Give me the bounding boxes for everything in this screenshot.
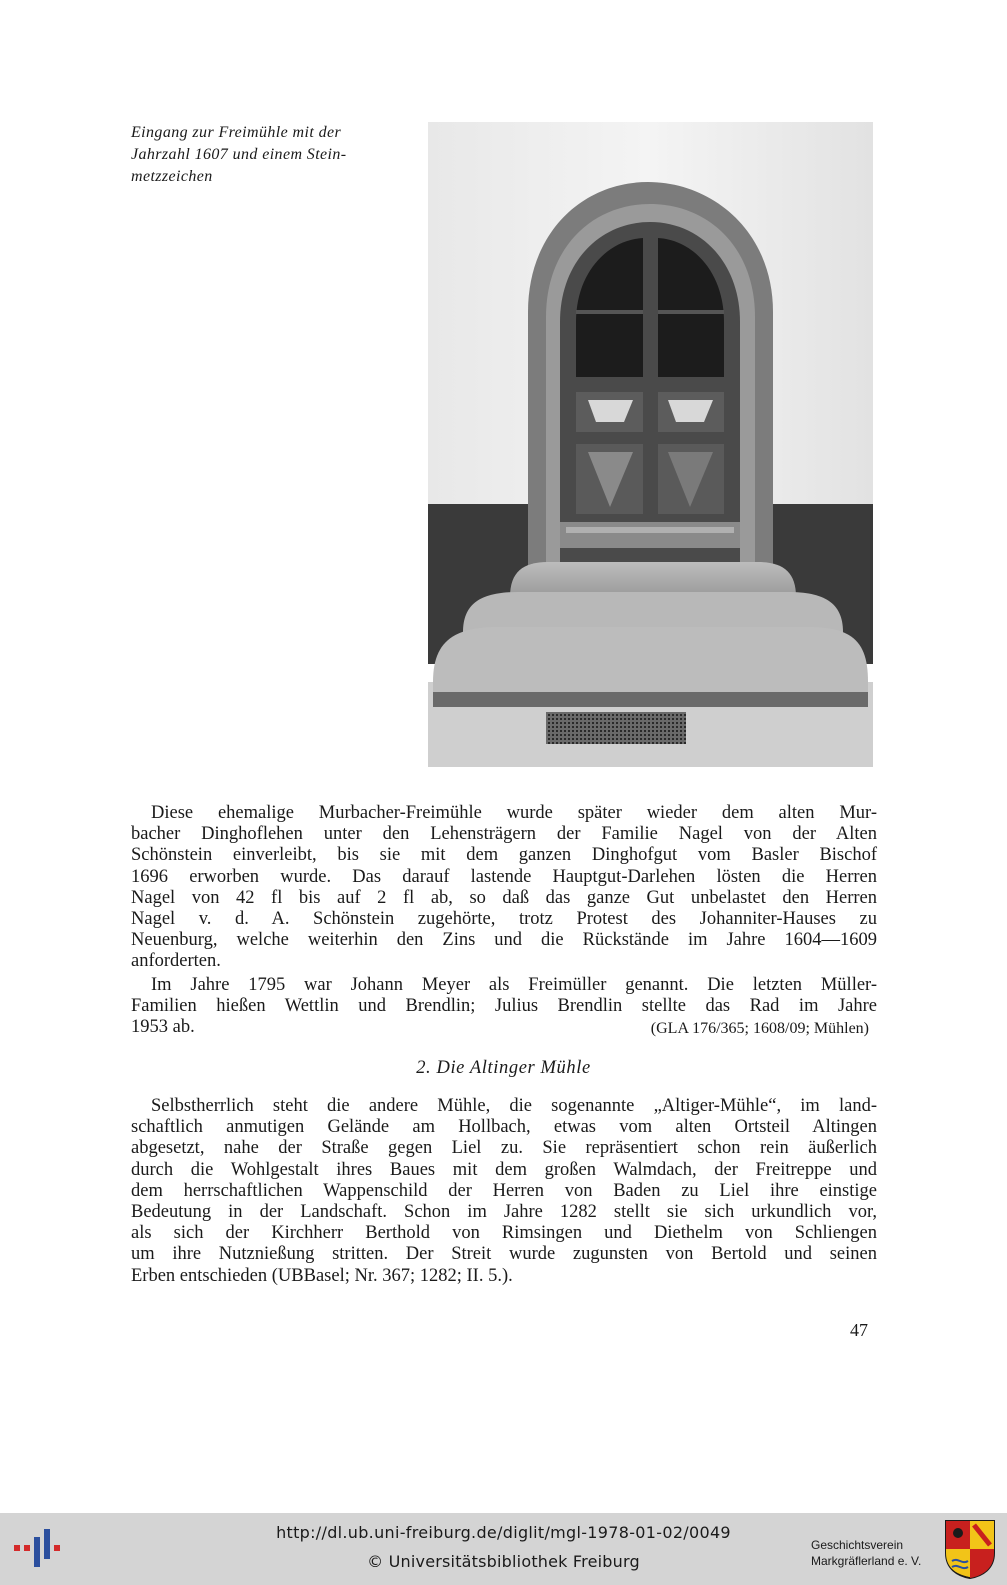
caption-line: metzzeichen bbox=[131, 168, 213, 185]
text-line: 1953 ab. bbox=[131, 1017, 195, 1038]
paragraph bbox=[131, 1096, 877, 1287]
page-number: 47 bbox=[850, 1320, 868, 1340]
text-line: Bedeutung in der Landschaft. Schon im Jahre 1282 stellt sie sich urkundlich vor, bbox=[131, 1202, 877, 1223]
caption-line: Eingang zur Freimühle mit der bbox=[131, 124, 342, 141]
paragraph bbox=[131, 803, 877, 973]
caption-line: Jahrzahl 1607 und einem Stein- bbox=[131, 146, 347, 163]
text-line: 1696 erworben wurde. Das darauf lastende Hauptgut-Darlehen lösten die Herren bbox=[131, 866, 877, 887]
text-line: Erben entschieden (UBBasel; Nr. 367; 1282; II. 5.). bbox=[131, 1265, 513, 1286]
text-line: abgesetzt, nahe der Straße gegen Liel zu. Sie repräsentiert schon rein äußerlich bbox=[131, 1138, 877, 1159]
text-line: durch die Wohlgestalt ihres Baues mit dem großen Walmdach, der Freitreppe und bbox=[131, 1159, 877, 1180]
coat-of-arms-icon bbox=[944, 1519, 996, 1579]
copyright-notice: © Universitätsbibliothek Freiburg bbox=[367, 1552, 640, 1571]
text-line: bacher Dinghoflehen unter den Lehensträgern der Familie Nagel von der Alten bbox=[131, 824, 877, 845]
source-reference: (GLA 176/365; 1608/09; Mühlen) bbox=[650, 1020, 869, 1038]
text-line-with-reference bbox=[131, 1017, 877, 1038]
society-name-line: Geschichtsverein bbox=[811, 1538, 904, 1552]
society-name bbox=[811, 1537, 921, 1569]
photo-caption bbox=[131, 122, 399, 188]
paragraph bbox=[131, 975, 877, 1039]
text-line: dem herrschaftlichen Wappenschild der Herren von Baden zu Liel ihre einstige bbox=[131, 1180, 877, 1201]
text-line: Im Jahre 1795 war Johann Meyer als Freimüller genannt. Die letzten Müller- bbox=[151, 975, 877, 995]
text-line: Diese ehemalige Murbacher-Freimühle wurde später wieder dem alten Mur- bbox=[151, 803, 877, 823]
text-line: als sich der Kirchherr Berthold von Rimsingen und Diethelm von Schliengen bbox=[131, 1223, 877, 1244]
society-name-line: Markgräflerland e. V. bbox=[811, 1554, 922, 1568]
text-line: Familien hießen Wettlin und Brendlin; Julius Brendlin stellte das Rad im Jahre bbox=[131, 996, 877, 1017]
text-line: um ihre Nutznießung stritten. Der Streit wurde zugunsten von Bertold und seinen bbox=[131, 1244, 877, 1265]
text-line: Nagel v. d. A. Schönstein zugehörte, trotz Protest des Johanniter-Hauses zu bbox=[131, 909, 877, 930]
text-line: Neuenburg, welche weiterhin den Zins und die Rückstände im Jahre 1604—1609 bbox=[131, 930, 877, 951]
text-line: Schönstein einverleibt, bis sie mit dem ganzen Dinghofgut vom Basler Bischof bbox=[131, 845, 877, 866]
doorway-photo bbox=[428, 122, 873, 767]
permalink-url[interactable]: http://dl.ub.uni-freiburg.de/diglit/mgl-1978-01-02/0049 bbox=[276, 1523, 731, 1542]
text-line: Nagel von 42 fl bis auf 2 fl ab, so daß das ganze Gut unbelastet den Herren bbox=[131, 887, 877, 908]
section-heading: 2. Die Altinger Mühle bbox=[416, 1058, 591, 1078]
footer-bar bbox=[0, 1513, 1007, 1585]
text-line: Selbstherrlich steht die andere Mühle, die sogenannte „Altiger-Mühle“, im land- bbox=[151, 1096, 877, 1116]
text-line: anforderten. bbox=[131, 951, 221, 972]
text-line: schaftlich anmutigen Gelände am Hollbach, etwas vom alten Ortsteil Altingen bbox=[131, 1117, 877, 1138]
